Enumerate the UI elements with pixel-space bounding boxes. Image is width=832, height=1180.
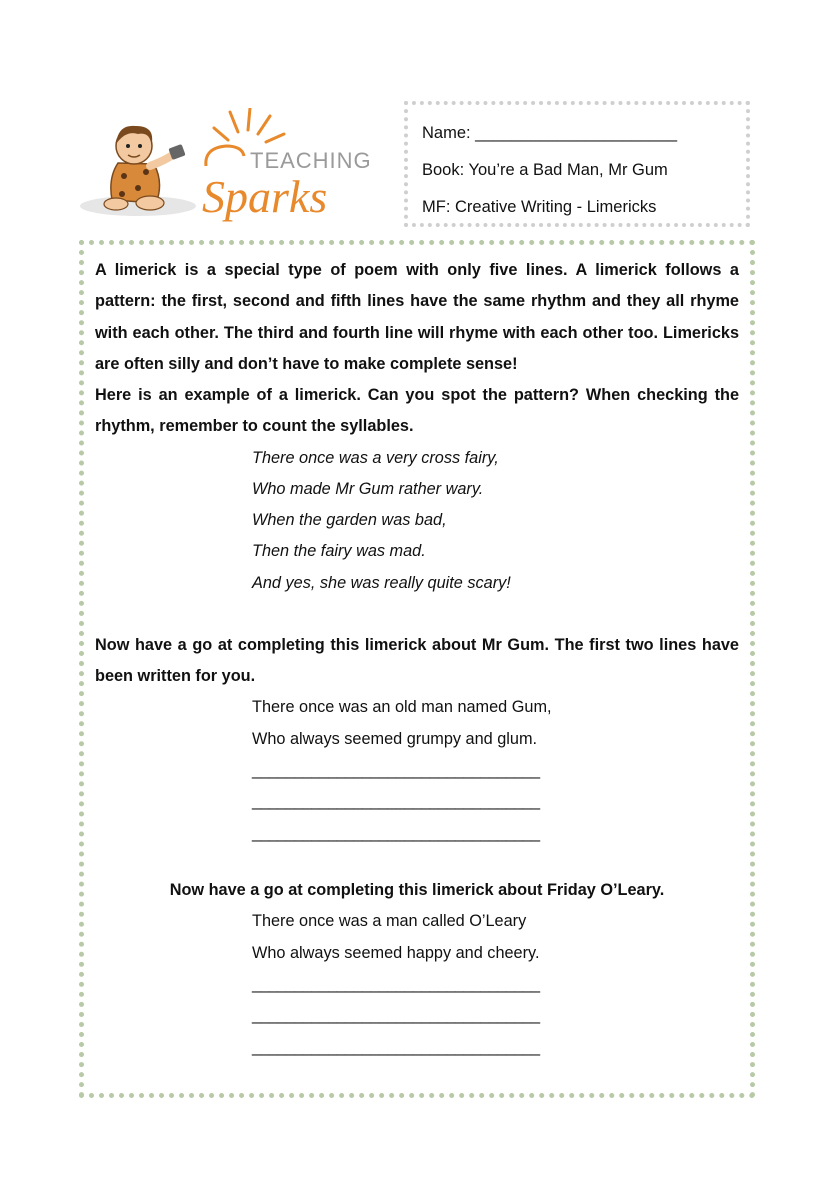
answer-line[interactable]: __________________________________	[252, 792, 540, 811]
poem-line: There once was a very cross fairy,	[252, 448, 499, 467]
poem-line: And yes, she was really quite scary!	[252, 573, 511, 592]
student-info-box	[404, 101, 750, 227]
task1-instruction: Now have a go at completing this limerick about Mr Gum. The first two lines have been written for you.	[95, 635, 739, 686]
answer-line[interactable]: __________________________________	[252, 974, 540, 993]
brand-bottom-text: Sparks	[202, 171, 328, 222]
given-line: Who always seemed grumpy and glum.	[252, 729, 538, 748]
task1-limerick	[252, 692, 739, 849]
example-limerick	[252, 443, 739, 599]
answer-line[interactable]: __________________________________	[252, 760, 540, 779]
answer-line[interactable]: __________________________________	[252, 1006, 540, 1025]
caveman-mascot-icon	[78, 108, 398, 226]
name-field[interactable]: Name: ______________________	[422, 124, 678, 142]
answer-line[interactable]: __________________________________	[252, 823, 540, 842]
given-line: Who always seemed happy and cheery.	[252, 943, 540, 962]
given-line: There once was an old man named Gum,	[252, 698, 552, 717]
module-title: MF: Creative Writing - Limericks	[422, 198, 657, 216]
task2-limerick	[252, 906, 739, 1063]
poem-line: When the garden was bad,	[252, 511, 447, 530]
answer-line[interactable]: __________________________________	[252, 1037, 540, 1056]
book-title: Book: You’re a Bad Man, Mr Gum	[422, 161, 668, 179]
worksheet-content	[79, 240, 755, 1098]
given-line: There once was a man called O’Leary	[252, 912, 527, 931]
poem-line: Then the fairy was mad.	[252, 542, 426, 561]
example-instructions: Here is an example of a limerick. Can you spot the pattern? When checking the rhythm, remember to count the syllables.	[95, 386, 739, 436]
task2-instruction: Now have a go at completing this limerick about Friday O’Leary.	[169, 881, 665, 900]
teaching-sparks-logo	[78, 108, 398, 226]
brand-top-text: TEACHING	[250, 148, 372, 173]
poem-line: Who made Mr Gum rather wary.	[252, 479, 484, 498]
intro-paragraph: A limerick is a special type of poem with only five lines. A limerick follows a pattern: the first, second and fifth lines have the same rhythm and they all rhyme with each other. The third and fourth line will rhyme with each other too. Limericks are often silly and don’t have to make complete sense!	[95, 261, 739, 373]
